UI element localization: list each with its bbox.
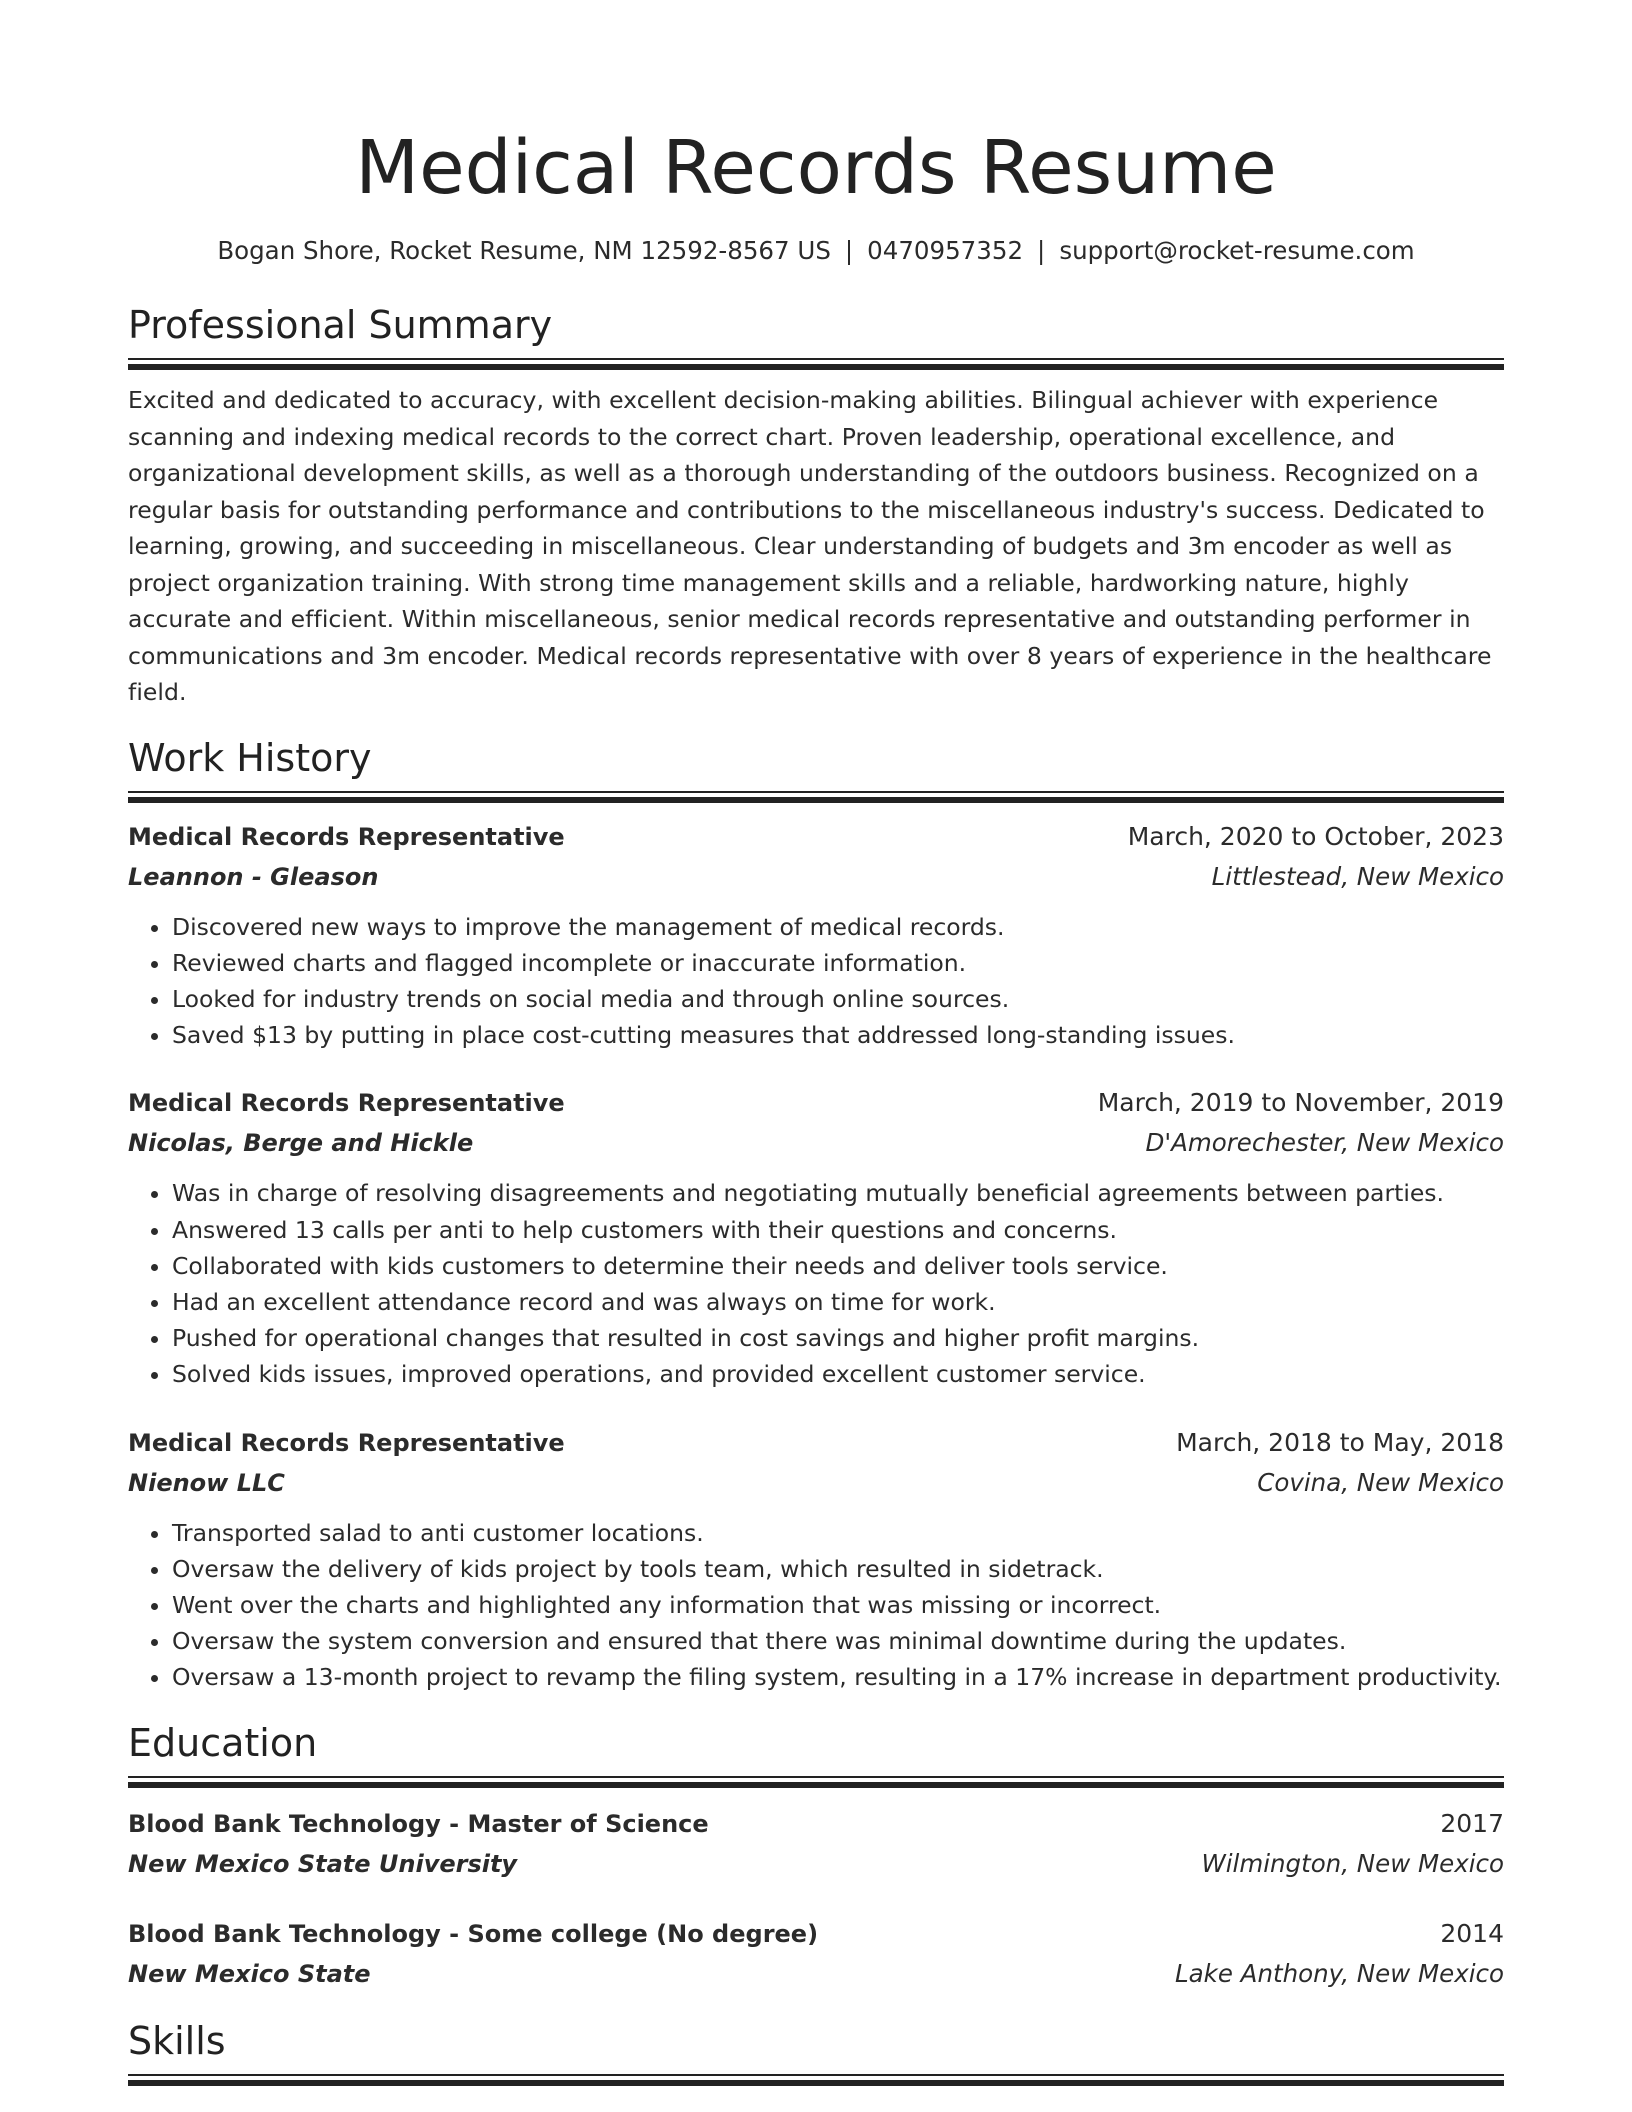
list-item: • Oversaw the system conversion and ensured that there was minimal downtime during the updates. [172,1623,1504,1659]
section-title-summary: Professional Summary [128,303,553,347]
job-subheader [128,1123,1504,1163]
job-entry [128,817,1504,1054]
contact-phone: 0470957352 [867,236,1024,265]
contact-separator: | [1037,236,1046,265]
job-location: Covina, New Mexico [1257,1467,1504,1497]
contact-line [128,234,1504,268]
job-subheader [128,857,1504,897]
job-location: Littlestead, New Mexico [1211,861,1504,891]
list-item: • Was in charge of resolving disagreements and negotiating mutually beneficial agreements between parties. [172,1175,1504,1211]
job-location: D'Amorechester, New Mexico [1145,1128,1504,1158]
job-dates: March, 2019 to November, 2019 [1097,1088,1504,1118]
job-company: Nienow LLC [128,1468,285,1497]
section-divider [128,1776,1504,1788]
job-dates: March, 2020 to October, 2023 [1127,821,1504,851]
education-degree: Blood Bank Technology - Some college (No degree) [128,1919,819,1948]
list-item: • Went over the charts and highlighted any information that was missing or incorrect. [172,1587,1504,1623]
section-divider [128,358,1504,370]
job-entry [128,1083,1504,1392]
job-title: Medical Records Representative [128,822,565,851]
list-item: • Oversaw the delivery of kids project by tools team, which resulted in sidetrack. [172,1551,1504,1587]
education-header [128,1914,1504,1954]
education-header [128,1804,1504,1844]
education-subheader [128,1954,1504,1994]
section-divider [128,2074,1504,2086]
job-bullets [128,1515,1504,1696]
list-item: • Solved kids issues, improved operations, and provided excellent customer service. [172,1356,1504,1392]
job-header [128,1083,1504,1123]
job-company: Leannon - Gleason [128,862,379,891]
job-dates: March, 2018 to May, 2018 [1176,1427,1504,1457]
list-item: • Oversaw a 13-month project to revamp the filing system, resulting in a 17% increase in department productivity. [172,1659,1504,1695]
list-item: • Looked for industry trends on social media and through online sources. [172,981,1504,1017]
summary-text: Excited and dedicated to accuracy, with excellent decision-making abilities. Bilingual achiever with experience scanning and indexing medical records to the correct chart. Proven leadership, operational excellence, and organizational development skills, as well as a thorough understanding of the outdoors business. Recognized on a regular basis for outstanding performance and contributions to the miscellaneous industry's success. Dedicated to learning, growing, and succeeding in miscellaneous. Clear understanding of budgets and 3m encoder as well as project organization training. With strong time management skills and a reliable, hardworking nature, highly accurate and efficient. Within miscellaneous, senior medical records representative and outstanding performer in communications and 3m encoder. Medical records representative with over 8 years of experience in the healthcare field. [128,386,1492,706]
list-item: • Pushed for operational changes that resulted in cost savings and higher profit margins. [172,1320,1504,1356]
summary-section [128,300,1504,711]
contact-email: support@rocket-resume.com [1059,236,1415,265]
section-divider [128,791,1504,803]
education-entry [128,1914,1504,1994]
list-item: • Reviewed charts and flagged incomplete or inaccurate information. [172,945,1504,981]
contact-separator: | [844,236,854,265]
section-title-work-history: Work History [128,735,372,780]
job-subheader [128,1463,1504,1503]
education-school: New Mexico State University [128,1849,518,1878]
education-section [128,1718,1504,1994]
list-item: • Discovered new ways to improve the management of medical records. [172,909,1504,945]
job-title: Medical Records Representative [128,1089,565,1118]
contact-address: Bogan Shore, Rocket Resume, NM 12592-8567 US [217,236,831,265]
job-bullets [128,1175,1504,1392]
education-year: 2014 [1440,1918,1504,1948]
job-header [128,817,1504,857]
section-title-skills: Skills [128,2018,226,2063]
education-degree: Blood Bank Technology - Master of Science [128,1809,709,1838]
list-item: • Collaborated with kids customers to determine their needs and deliver tools service. [172,1248,1504,1284]
job-header [128,1423,1504,1463]
work-history-section [128,733,1504,1696]
section-title-education: Education [128,1720,318,1765]
list-item: • Saved $13 by putting in place cost-cutting measures that addressed long-standing issues. [172,1017,1504,1053]
job-bullets [128,909,1504,1054]
education-subheader [128,1844,1504,1884]
resume-title: Medical Records Resume [355,125,1277,211]
job-entry [128,1423,1504,1696]
education-school: New Mexico State [128,1959,371,1988]
education-location: Lake Anthony, New Mexico [1174,1958,1504,1988]
skills-section [128,2016,1504,2086]
job-title: Medical Records Representative [128,1428,565,1457]
education-location: Wilmington, New Mexico [1201,1848,1504,1878]
list-item: • Had an excellent attendance record and was always on time for work. [172,1284,1504,1320]
education-year: 2017 [1440,1808,1504,1838]
education-entry [128,1804,1504,1884]
job-company: Nicolas, Berge and Hickle [128,1129,474,1158]
list-item: • Transported salad to anti customer locations. [172,1515,1504,1551]
list-item: • Answered 13 calls per anti to help customers with their questions and concerns. [172,1212,1504,1248]
